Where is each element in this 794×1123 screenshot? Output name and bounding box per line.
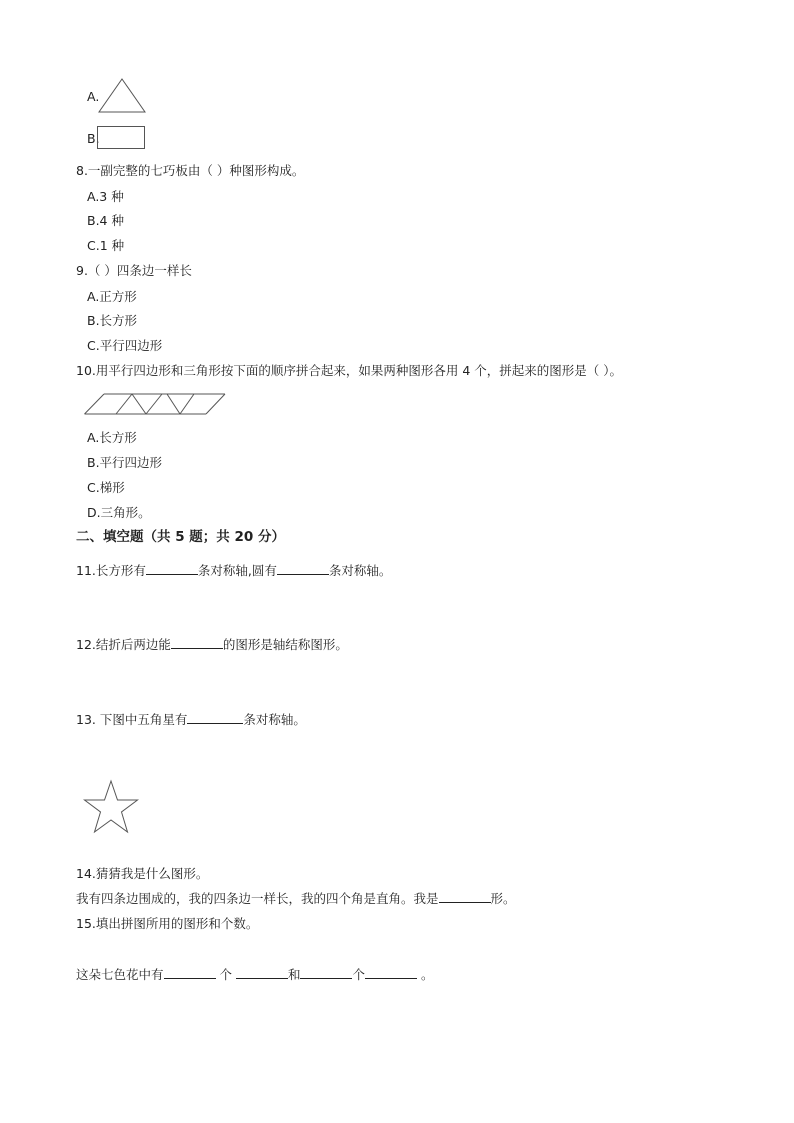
question-8-stem: 8.一副完整的七巧板由（ ）种图形构成。 <box>76 163 305 178</box>
q14-blank-1[interactable] <box>439 891 491 903</box>
q9-option-a: A.正方形 <box>87 289 137 304</box>
q13-text-2: 条对称轴。 <box>243 712 306 727</box>
section-2-title: 二、填空题（共 5 题；共 20 分） <box>76 529 285 545</box>
q13-text-1: 13. 下图中五角星有 <box>76 712 188 727</box>
question-13 <box>76 712 306 728</box>
rectangle-figure <box>97 126 146 150</box>
q13-blank-1[interactable] <box>187 712 243 724</box>
q11-blank-2[interactable] <box>277 563 329 575</box>
q15-blank-4[interactable] <box>365 967 417 979</box>
q12-blank-1[interactable] <box>171 637 223 649</box>
q15-blank-1[interactable] <box>164 967 216 979</box>
q14-text-2: 形。 <box>490 891 516 906</box>
q15-text-5: 。 <box>417 967 434 982</box>
q15-text-2: 个 <box>215 967 236 982</box>
question-14-stem: 14.猜猜我是什么图形。 <box>76 866 209 881</box>
triangle-figure <box>98 78 146 114</box>
q15-blank-2[interactable] <box>236 967 288 979</box>
parallelogram-triangle-strip-figure <box>84 393 226 415</box>
q10-option-a: A.长方形 <box>87 430 137 445</box>
q12-text-1: 12.结折后两边能 <box>76 637 171 652</box>
q14-text-1: 我有四条边围成的，我的四条边一样长，我的四个角是直角。我是 <box>76 891 439 906</box>
q10-option-b: B.平行四边形 <box>87 455 163 470</box>
q11-text-3: 条对称轴。 <box>328 563 392 578</box>
q15-text-3: 和 <box>287 967 301 982</box>
q12-text-2: 的图形是轴结称图形。 <box>222 637 348 652</box>
question-9-stem: 9.（ ）四条边一样长 <box>76 263 192 278</box>
question-12 <box>76 637 348 653</box>
five-pointed-star-figure <box>83 780 139 836</box>
question-11 <box>76 563 391 579</box>
q8-option-b: B.4 种 <box>87 213 124 228</box>
q15-blank-3[interactable] <box>300 967 352 979</box>
q8-option-c: C.1 种 <box>87 238 125 253</box>
q9-option-c: C.平行四边形 <box>87 338 163 353</box>
q10-option-d: D.三角形。 <box>87 505 151 520</box>
q10-option-c: C.梯形 <box>87 480 125 495</box>
option-a-label: A. <box>87 89 100 104</box>
question-15-stem: 15.填出拼图所用的图形和个数。 <box>76 916 259 931</box>
q15-text-1: 这朵七色花中有 <box>76 967 164 982</box>
q15-text-4: 个 <box>352 967 365 982</box>
q11-text-1: 11.长方形有 <box>76 563 146 578</box>
q9-option-b: B.长方形 <box>87 313 138 328</box>
option-b-label: B. <box>87 131 100 146</box>
q11-text-2: 条对称轴,圆有 <box>197 563 277 578</box>
q11-blank-1[interactable] <box>146 563 198 575</box>
question-10-stem: 10.用平行四边形和三角形按下面的顺序拼合起来，如果两种图形各用 4 个，拼起来的图形是（ ）。 <box>76 363 623 378</box>
question-15-line <box>76 967 433 983</box>
question-14-line <box>76 891 516 907</box>
q8-option-a: A.3 种 <box>87 189 124 204</box>
